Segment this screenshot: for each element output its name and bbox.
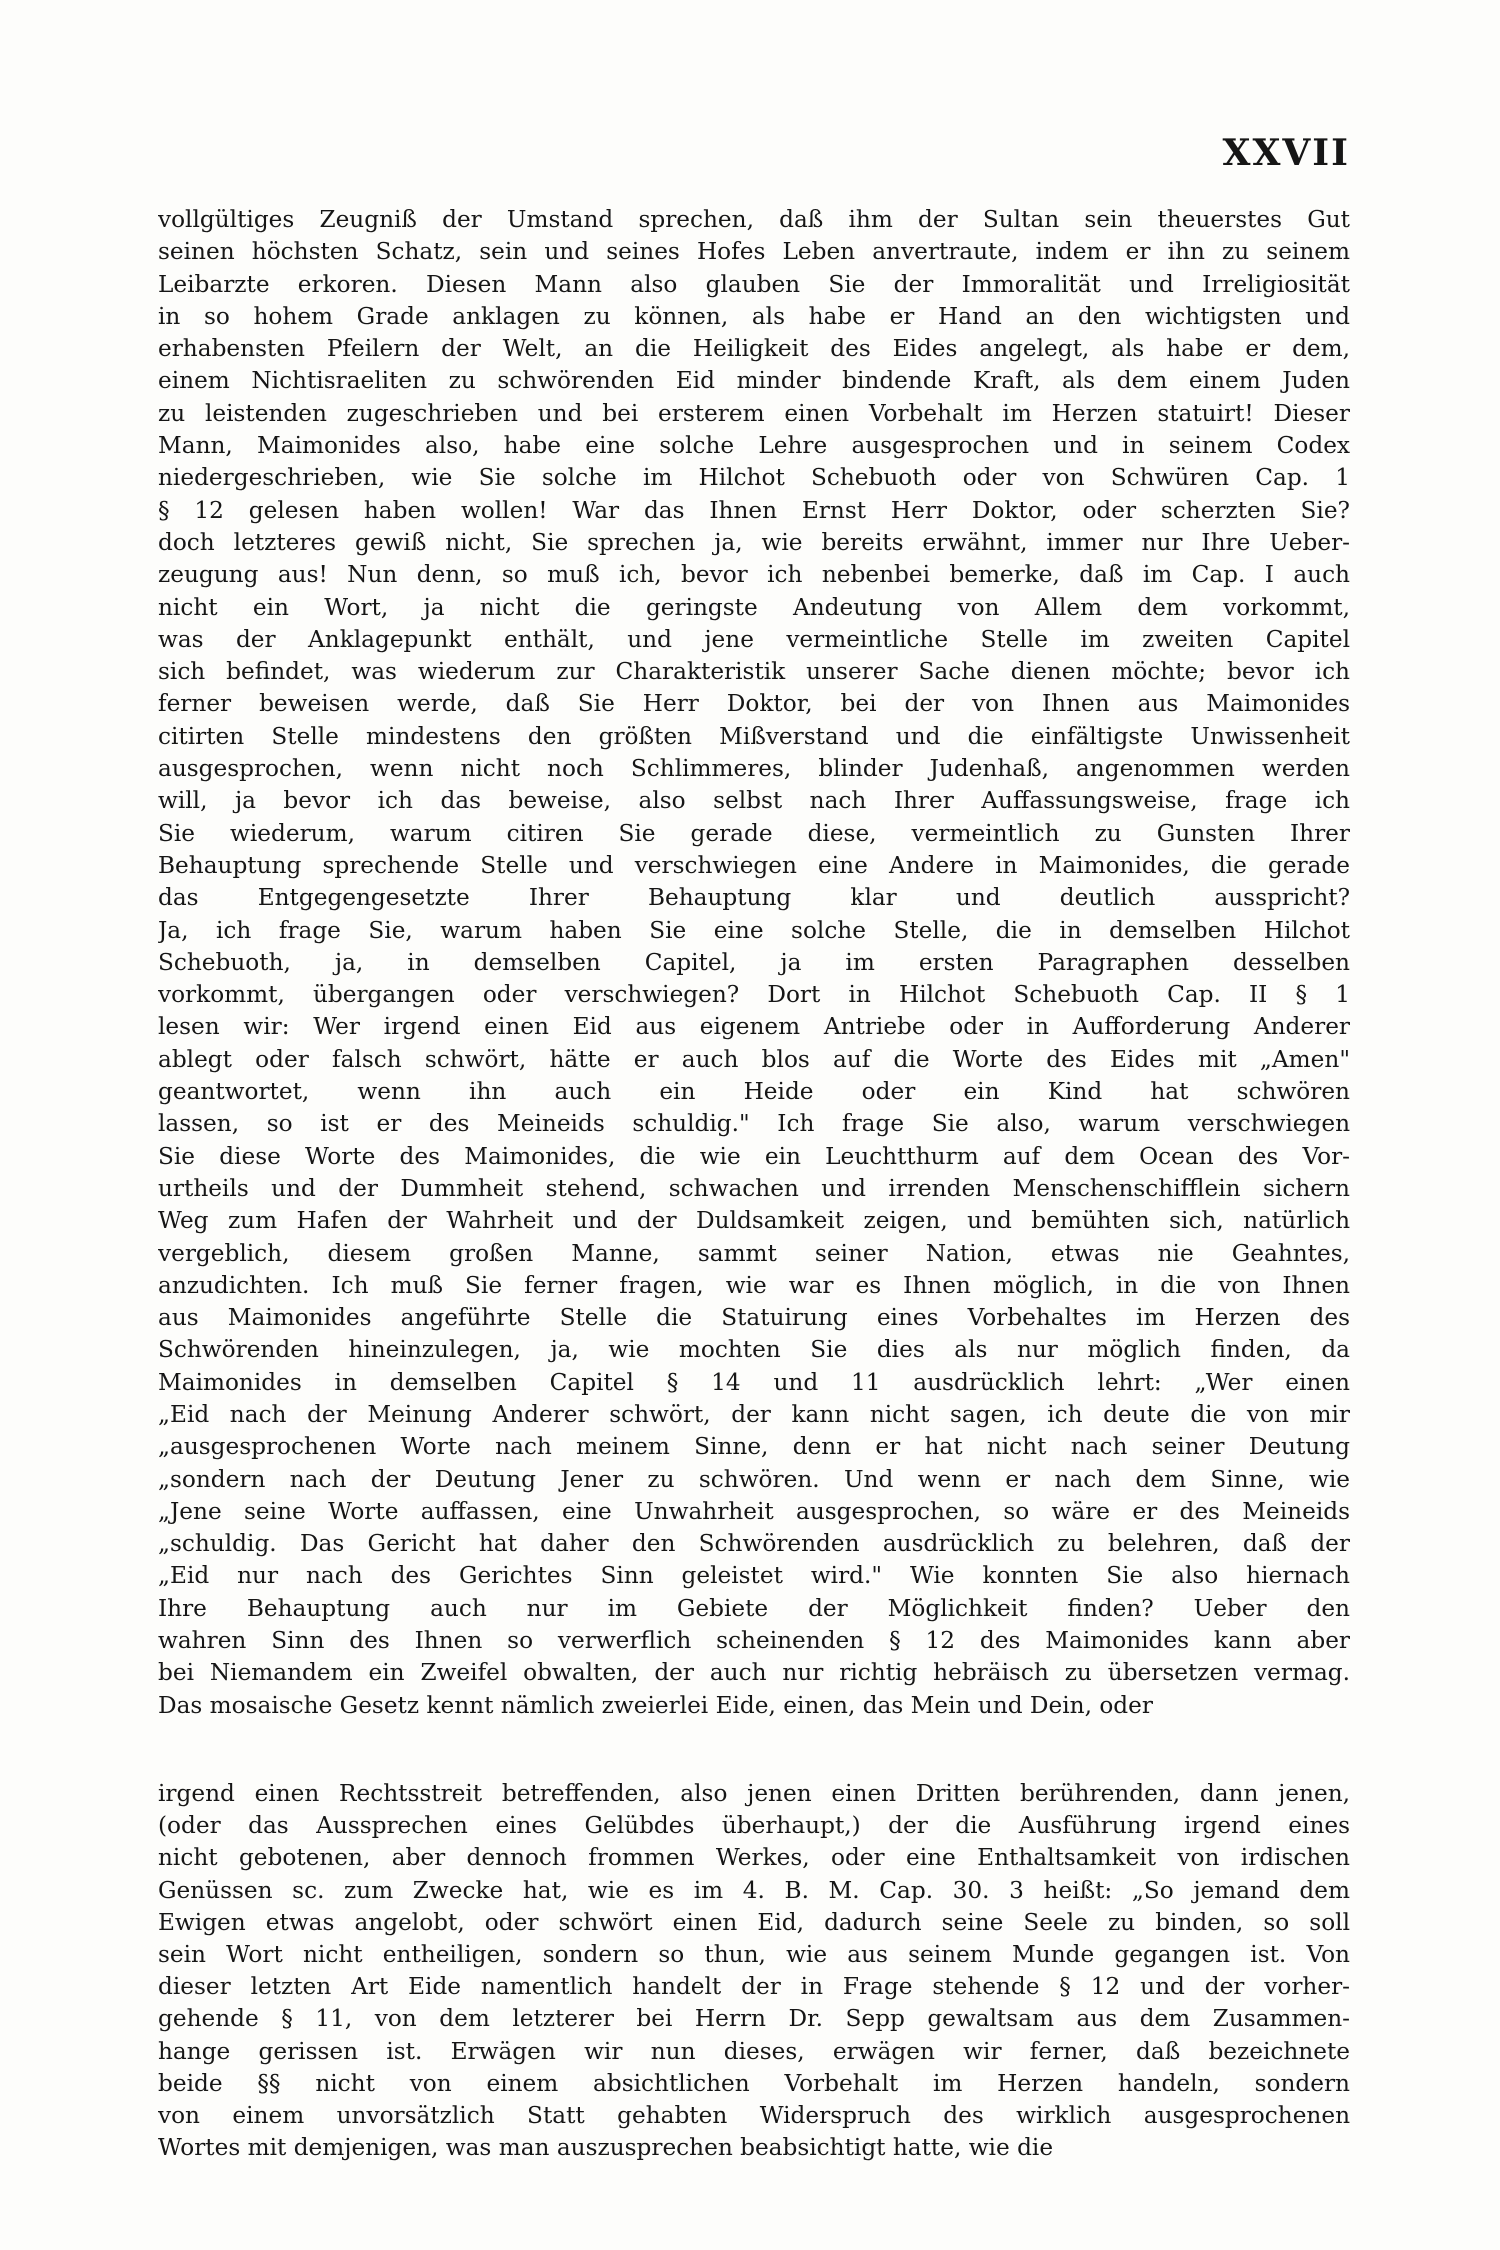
paragraph-continuation (158, 1778, 1350, 2164)
text-line: sein Wort nicht entheiligen, sondern so thun, wie aus seinem Munde gegangen ist. Von (158, 1940, 1350, 1968)
text-line: „schuldig. Das Gericht hat daher den Schwörenden ausdrücklich zu belehren, daß der (158, 1530, 1350, 1558)
text-line: anzudichten. Ich muß Sie ferner fragen, wie war es Ihnen möglich, in die von Ihnen (158, 1271, 1350, 1299)
paragraph-main (158, 204, 1350, 1722)
text-line: einem Nichtisraeliten zu schwörenden Eid minder bindende Kraft, als dem einem Juden (158, 367, 1350, 395)
text-line: geantwortet, wenn ihn auch ein Heide oder ein Kind hat schwören (158, 1078, 1350, 1106)
text-line: Genüssen sc. zum Zwecke hat, wie es im 4. B. M. Cap. 30. 3 heißt: „So jemand dem (158, 1876, 1350, 1904)
text-line: ablegt oder falsch schwört, hätte er auch blos auf die Worte des Eides mit „Amen" (158, 1045, 1350, 1073)
text-line: will, ja bevor ich das beweise, also selbst nach Ihrer Auffassungsweise, frage ich (158, 787, 1350, 815)
text-line: Schebuoth, ja, in demselben Capitel, ja im ersten Paragraphen desselben (158, 948, 1350, 976)
text-line: Leibarzte erkoren. Diesen Mann also glauben Sie der Immoralität und Irreligiosität (158, 270, 1350, 298)
text-line: (oder das Aussprechen eines Gelübdes überhaupt,) der die Ausführung irgend eines (158, 1812, 1350, 1840)
text-line: erhabensten Pfeilern der Welt, an die Heiligkeit des Eides angelegt, als habe er dem, (158, 335, 1350, 363)
text-line: beide §§ nicht von einem absichtlichen Vorbehalt im Herzen handeln, sondern (158, 2069, 1350, 2097)
text-line: Mann, Maimonides also, habe eine solche Lehre ausgesprochen und in seinem Codex (158, 432, 1350, 460)
text-line: von einem unvorsätzlich Statt gehabten Widerspruch des wirklich ausgesprochenen (158, 2101, 1350, 2129)
text-line: Schwörenden hineinzulegen, ja, wie mochten Sie dies als nur möglich finden, da (158, 1336, 1350, 1364)
text-line: irgend einen Rechtsstreit betreffenden, also jenen einen Dritten berührenden, dann jenen, (158, 1780, 1350, 1807)
text-line: sich befindet, was wiederum zur Charakteristik unserer Sache dienen möchte; bevor ich (158, 658, 1350, 686)
text-line: „ausgesprochenen Worte nach meinem Sinne, denn er hat nicht nach seiner Deutung (158, 1433, 1350, 1461)
text-line: Ja, ich frage Sie, warum haben Sie eine solche Stelle, die in demselben Hilchot (158, 916, 1350, 944)
text-line: „Eid nach der Meinung Anderer schwört, der kann nicht sagen, ich deute die von mir (158, 1400, 1350, 1428)
text-line: aus Maimonides angeführte Stelle die Statuirung eines Vorbehaltes im Herzen des (158, 1304, 1350, 1332)
text-line: Behauptung sprechende Stelle und verschwiegen eine Andere in Maimonides, die gerade (158, 851, 1350, 879)
text-line: seinen höchsten Schatz, sein und seines Hofes Leben anvertraute, indem er ihn zu seinem (158, 238, 1350, 266)
text-line: urtheils und der Dummheit stehend, schwachen und irrenden Menschenschifflein sichern (158, 1174, 1350, 1202)
text-line: zeugung aus! Nun denn, so muß ich, bevor ich nebenbei bemerke, daß im Cap. I auch (158, 561, 1350, 589)
text-line: dieser letzten Art Eide namentlich handelt der in Frage stehende § 12 und der vorher- (158, 1973, 1350, 2001)
text-line: doch letzteres gewiß nicht, Sie sprechen ja, wie bereits erwähnt, immer nur Ihre Ueber- (158, 528, 1350, 556)
text-line: in so hohem Grade anklagen zu können, als habe er Hand an den wichtigsten und (158, 302, 1350, 330)
text-line: nicht ein Wort, ja nicht die geringste Andeutung von Allem dem vorkommt, (158, 593, 1350, 621)
text-line: Wortes mit demjenigen, was man auszusprechen beabsichtigt hatte, wie die (158, 2134, 1054, 2162)
text-line: vollgültiges Zeugniß der Umstand sprechen, daß ihm der Sultan sein theuerstes Gut (158, 206, 1350, 233)
text-line: „Jene seine Worte auffassen, eine Unwahrheit ausgesprochen, so wäre er des Meineids (158, 1497, 1350, 1525)
text-line: „sondern nach der Deutung Jener zu schwören. Und wenn er nach dem Sinne, wie (158, 1465, 1350, 1493)
text-line: Sie diese Worte des Maimonides, die wie ein Leuchtthurm auf dem Ocean des Vor- (158, 1142, 1350, 1170)
text-line: vergeblich, diesem großen Manne, sammt seiner Nation, etwas nie Geahntes, (158, 1239, 1350, 1267)
text-line: das Entgegengesetzte Ihrer Behauptung klar und deutlich ausspricht? (158, 884, 1350, 912)
text-line: § 12 gelesen haben wollen! War das Ihnen Ernst Herr Doktor, oder scherzten Sie? (158, 496, 1350, 524)
text-line: was der Anklagepunkt enthält, und jene vermeintliche Stelle im zweiten Capitel (158, 625, 1350, 653)
text-line: ausgesprochen, wenn nicht noch Schlimmeres, blinder Judenhaß, angenommen werden (158, 755, 1350, 783)
text-line: Ewigen etwas angelobt, oder schwört einen Eid, dadurch seine Seele zu binden, so soll (158, 1908, 1350, 1936)
text-line: „Eid nur nach des Gerichtes Sinn geleistet wird." Wie konnten Sie also hiernach (158, 1562, 1350, 1590)
text-line: Ihre Behauptung auch nur im Gebiete der Möglichkeit finden? Ueber den (158, 1594, 1350, 1622)
text-line: gehende § 11, von dem letzterer bei Herrn Dr. Sepp gewaltsam aus dem Zusammen- (158, 2005, 1350, 2033)
text-line: bei Niemandem ein Zweifel obwalten, der auch nur richtig hebräisch zu übersetzen vermag. (158, 1659, 1350, 1687)
text-line: Das mosaische Gesetz kennt nämlich zweierlei Eide, einen, das Mein und Dein, oder (158, 1691, 1153, 1719)
text-line: lesen wir: Wer irgend einen Eid aus eigenem Antriebe oder in Aufforderung Anderer (158, 1013, 1350, 1041)
text-line: niedergeschrieben, wie Sie solche im Hilchot Schebuoth oder von Schwüren Cap. 1 (158, 464, 1350, 492)
text-line: zu leistenden zugeschrieben und bei ersterem einen Vorbehalt im Herzen statuirt! Dieser (158, 399, 1350, 427)
text-line: lassen, so ist er des Meineids schuldig." Ich frage Sie also, warum verschwiegen (158, 1110, 1350, 1138)
text-line: vorkommt, übergangen oder verschwiegen? Dort in Hilchot Schebuoth Cap. II § 1 (158, 981, 1350, 1009)
page-number: XXVII (1222, 132, 1350, 174)
text-line: Weg zum Hafen der Wahrheit und der Duldsamkeit zeigen, und bemühten sich, natürlich (158, 1207, 1350, 1235)
text-line: Maimonides in demselben Capitel § 14 und 11 ausdrücklich lehrt: „Wer einen (158, 1368, 1350, 1396)
text-line: citirten Stelle mindestens den größten Mißverstand und die einfältigste Unwissenheit (158, 722, 1350, 750)
text-line: ferner beweisen werde, daß Sie Herr Doktor, bei der von Ihnen aus Maimonides (158, 690, 1350, 718)
text-line: wahren Sinn des Ihnen so verwerflich scheinenden § 12 des Maimonides kann aber (158, 1627, 1350, 1655)
text-line: hange gerissen ist. Erwägen wir nun dieses, erwägen wir ferner, daß bezeichnete (158, 2037, 1350, 2065)
text-line: Sie wiederum, warum citiren Sie gerade diese, vermeintlich zu Gunsten Ihrer (158, 819, 1350, 847)
text-line: nicht gebotenen, aber dennoch frommen Werkes, oder eine Enthaltsamkeit von irdischen (158, 1844, 1350, 1872)
